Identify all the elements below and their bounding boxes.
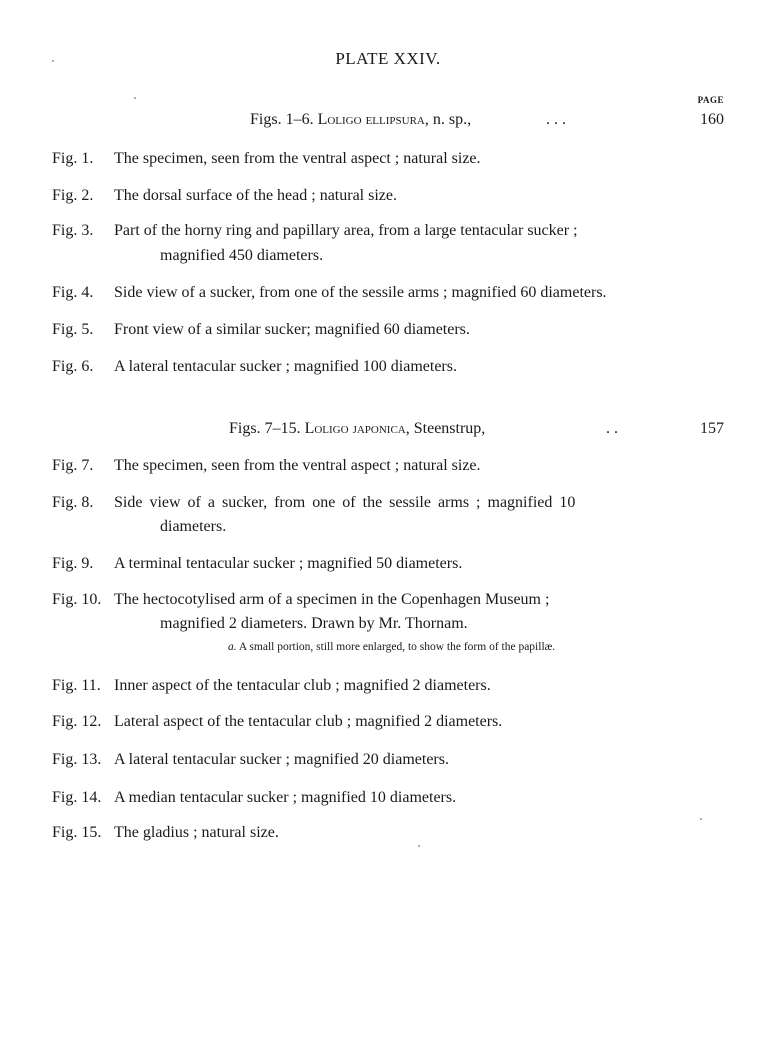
figure-caption: Part of the horny ring and papillary area, from a large tentacular sucker ; (114, 222, 578, 239)
figure-entry (52, 457, 481, 475)
figure-caption: The specimen, seen from the ventral aspect ; natural size. (114, 150, 481, 167)
species-name: Loligo japonica (304, 420, 406, 437)
figure-label: Fig. 5. (52, 321, 94, 338)
figure-label: Fig. 14. (52, 789, 102, 806)
figure-caption: The hectocotylised arm of a specimen in the Copenhagen Museum ; (114, 591, 550, 608)
figure-entry (52, 824, 279, 842)
figure-label: Fig. 11. (52, 677, 101, 694)
figure-caption: Lateral aspect of the tentacular club ; magnified 2 diameters. (114, 713, 503, 730)
figure-label: Fig. 4. (52, 284, 94, 301)
figure-entry (52, 789, 456, 807)
figure-caption-continuation: magnified 450 diameters. (160, 247, 324, 264)
figure-entry (52, 677, 491, 695)
figure-entry (52, 284, 607, 302)
figure-label: Fig. 2. (52, 187, 94, 204)
figure-label: Fig. 6. (52, 358, 94, 375)
figure-label: Fig. 9. (52, 555, 94, 572)
section-heading-prefix: Figs. 7–15. (229, 420, 301, 437)
figure-label: Fig. 12. (52, 713, 102, 730)
species-name: Loligo ellipsura (317, 111, 425, 128)
dot-leader: . . . (546, 111, 566, 128)
section-heading-suffix: , n. sp., (424, 111, 472, 128)
figure-entry (52, 358, 457, 376)
figure-caption: A lateral tentacular sucker ; magnified 20 diameters. (114, 751, 449, 768)
figure-entry (52, 187, 397, 205)
section-heading-1 (250, 111, 471, 129)
subnote-letter: a. (228, 641, 237, 653)
figure-label: Fig. 8. (52, 494, 94, 511)
figure-label: Fig. 3. (52, 222, 94, 239)
figure-entry (52, 751, 449, 769)
figure-caption-continuation: diameters. (160, 518, 227, 535)
figure-entry (52, 321, 470, 339)
figure-entry (52, 494, 575, 512)
scan-speck (418, 845, 420, 847)
scan-speck (52, 60, 54, 62)
figure-entry (52, 222, 578, 240)
figure-caption: A lateral tentacular sucker ; magnified 100 diameters. (114, 358, 457, 375)
section-heading-2 (229, 420, 485, 438)
figure-entry (52, 555, 462, 573)
figure-label: Fig. 10. (52, 591, 102, 608)
figure-caption: Side view of a sucker, from one of the sessile arms ; magnified 10 (114, 494, 576, 511)
figure-subnote (228, 641, 555, 653)
scan-speck (700, 818, 702, 820)
figure-caption: The dorsal surface of the head ; natural size. (114, 187, 397, 204)
figure-entry (52, 150, 481, 168)
figure-caption: A terminal tentacular sucker ; magnified 50 diameters. (114, 555, 463, 572)
figure-caption: Inner aspect of the tentacular club ; magnified 2 diameters. (114, 677, 491, 694)
plate-title: PLATE XXIV. (335, 49, 441, 68)
section-heading-prefix: Figs. 1–6. (250, 111, 314, 128)
section-heading-suffix: , Steenstrup, (405, 420, 486, 437)
figure-label: Fig. 1. (52, 150, 94, 167)
figure-caption: A median tentacular sucker ; magnified 10 diameters. (114, 789, 457, 806)
figure-caption-continuation: magnified 2 diameters. Drawn by Mr. Thornam. (160, 615, 468, 632)
figure-label: Fig. 7. (52, 457, 94, 474)
figure-label: Fig. 15. (52, 824, 102, 841)
page-column-label: PAGE (697, 95, 724, 105)
page-number: 157 (700, 420, 724, 437)
dot-leader: . . (606, 420, 618, 437)
figure-entry (52, 591, 549, 609)
figure-caption: The gladius ; natural size. (114, 824, 279, 841)
figure-caption: Front view of a similar sucker; magnified 60 diameters. (114, 321, 470, 338)
figure-caption: Side view of a sucker, from one of the sessile arms ; magnified 60 diameters. (114, 284, 607, 301)
page-number: 160 (700, 111, 724, 128)
figure-label: Fig. 13. (52, 751, 102, 768)
figure-caption: The specimen, seen from the ventral aspect ; natural size. (114, 457, 481, 474)
scan-speck (134, 97, 136, 99)
figure-entry (52, 713, 502, 731)
subnote-text: A small portion, still more enlarged, to show the form of the papillæ. (238, 641, 556, 653)
